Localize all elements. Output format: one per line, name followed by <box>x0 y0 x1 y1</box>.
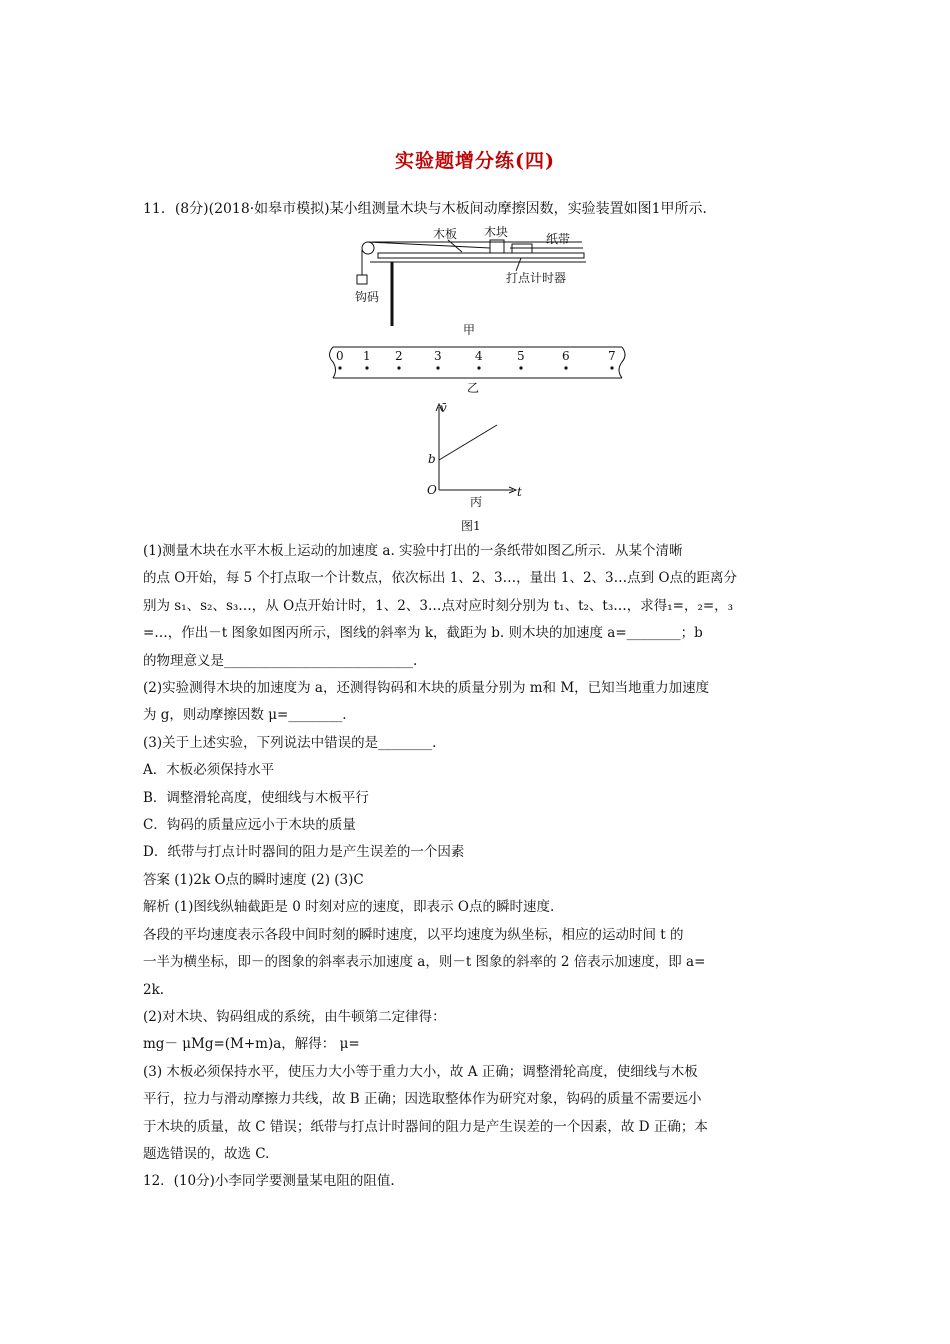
tape-tick: 2 <box>395 349 403 363</box>
option-a: A．木板必须保持水平 <box>143 762 275 779</box>
graph-y-label: v̄ <box>440 401 447 415</box>
question-body <box>143 538 823 1196</box>
text-line: =…，作出－t 图象如图丙所示，图线的斜率为 k，截距为 b. 则木块的加速度 a=________；b <box>143 625 703 642</box>
tape-dot <box>564 366 567 369</box>
string <box>368 242 490 248</box>
option-b: B．调整滑轮高度，使细线与木板平行 <box>143 789 369 806</box>
graph-x-label: t <box>517 485 522 499</box>
text-line: 题选错误的，故选 C. <box>143 1145 270 1162</box>
tape-tick: 1 <box>363 349 371 363</box>
caption-jia: 甲 <box>463 323 476 337</box>
label-board: 木板 <box>433 227 458 241</box>
question-12-header: 12．(10分)小李同学要测量某电阻的阻值. <box>143 1173 395 1190</box>
paper-tape <box>330 347 626 378</box>
vt-graph <box>436 404 516 493</box>
hanging-weight <box>357 275 367 284</box>
text-line: 各段的平均速度表示各段中间时刻的瞬时速度，以平均速度为纵坐标，相应的运动时间 t 的 <box>143 926 684 943</box>
pulley <box>362 242 374 254</box>
tape-dot <box>338 366 341 369</box>
timer <box>512 244 532 253</box>
text-line: 一半为横坐标，即－的图象的斜率表示加速度 a，则－t 图象的斜率的 2 倍表示加速度，即 a= <box>143 954 706 971</box>
text-line: 别为 s₁、s₂、s₃…，从 O点开始计时，1、2、3…点对应时刻分别为 t₁、t₂、t₃…，求得₁=，₂=，₃ <box>143 597 734 614</box>
tape-dot <box>519 366 522 369</box>
caption-bing: 丙 <box>470 495 483 509</box>
tape-tick: 0 <box>336 349 344 363</box>
label-timer: 打点计时器 <box>506 271 567 285</box>
text-line: 平行，拉力与滑动摩擦力共线，故 B 正确；因选取整体作为研究对象，钩码的质量不需要远小 <box>143 1091 702 1108</box>
text-line: (3)关于上述实验，下列说法中错误的是________. <box>143 734 437 751</box>
answer-line: 答案 (1)2k O点的瞬时速度 (2) (3)C <box>143 871 364 888</box>
text-line: 于木块的质量，故 C 错误；纸带与打点计时器间的阻力是产生误差的一个因素，故 D 正确；本 <box>143 1118 708 1135</box>
tape-tick: 3 <box>434 349 442 363</box>
label-block: 木块 <box>484 225 509 239</box>
label-tape: 纸带 <box>546 232 571 246</box>
option-d: D．纸带与打点计时器间的阻力是产生误差的一个因素 <box>143 844 465 861</box>
text-line: (2)对木块、钩码组成的系统，由牛顿第二定律得： <box>143 1008 446 1025</box>
tape-dot <box>397 366 400 369</box>
text-line: 2k. <box>143 981 165 998</box>
analysis-line: 解析 (1)图线纵轴截距是 0 时刻对应的速度，即表示 O点的瞬时速度. <box>143 899 555 916</box>
text-line: (2)实验测得木块的加速度为 a，还测得钩码和木块的质量分别为 m和 M，已知当地重力加速度 <box>143 680 710 697</box>
option-c: C．钩码的质量应远小于木块的质量 <box>143 817 356 834</box>
tape-tick: 4 <box>475 349 483 363</box>
tape-dot <box>436 366 439 369</box>
apparatus-diagram <box>357 240 586 326</box>
wood-block <box>490 240 504 253</box>
graph-intercept: b <box>428 452 436 466</box>
board <box>378 253 584 258</box>
tape-dot <box>610 366 613 369</box>
figure-caption: 图1 <box>461 519 481 533</box>
tape-dot <box>477 366 480 369</box>
text-line: (1)测量木块在水平木板上运动的加速度 a. 实验中打出的一条纸带如图乙所示．从某个清晰 <box>143 543 683 559</box>
text-line: 的点 O开始，每 5 个打点取一个计数点，依次标出 1、2、3…，量出 1、2、3…点到 O点的距离分 <box>143 570 738 587</box>
question-11-header: 11．(8分)(2018·如皋市模拟)某小组测量木块与木板间动摩擦因数，实验装置如图1甲所示． <box>143 201 717 217</box>
tape-tick: 7 <box>608 349 616 363</box>
tape-points <box>338 366 613 369</box>
text-line: (3) 木板必须保持水平，使压力大小等于重力大小，故 A 正确；调整滑轮高度，使细线与木板 <box>143 1063 698 1080</box>
graph-origin: O <box>427 483 437 497</box>
text-line: 的物理意义是____________________________. <box>143 652 418 669</box>
tape-tick: 6 <box>562 349 570 363</box>
caption-yi: 乙 <box>467 381 480 395</box>
tape-tick: 5 <box>517 349 525 363</box>
text-line: 为 g，则动摩擦因数 μ=________. <box>143 707 347 724</box>
page-title: 实验题增分练(四) <box>395 150 555 172</box>
graph-line <box>439 425 497 460</box>
text-line: mg－ μMg=(M+m)a，解得： μ= <box>143 1036 360 1053</box>
label-weight: 钩码 <box>355 290 380 304</box>
tape-dot <box>365 366 368 369</box>
